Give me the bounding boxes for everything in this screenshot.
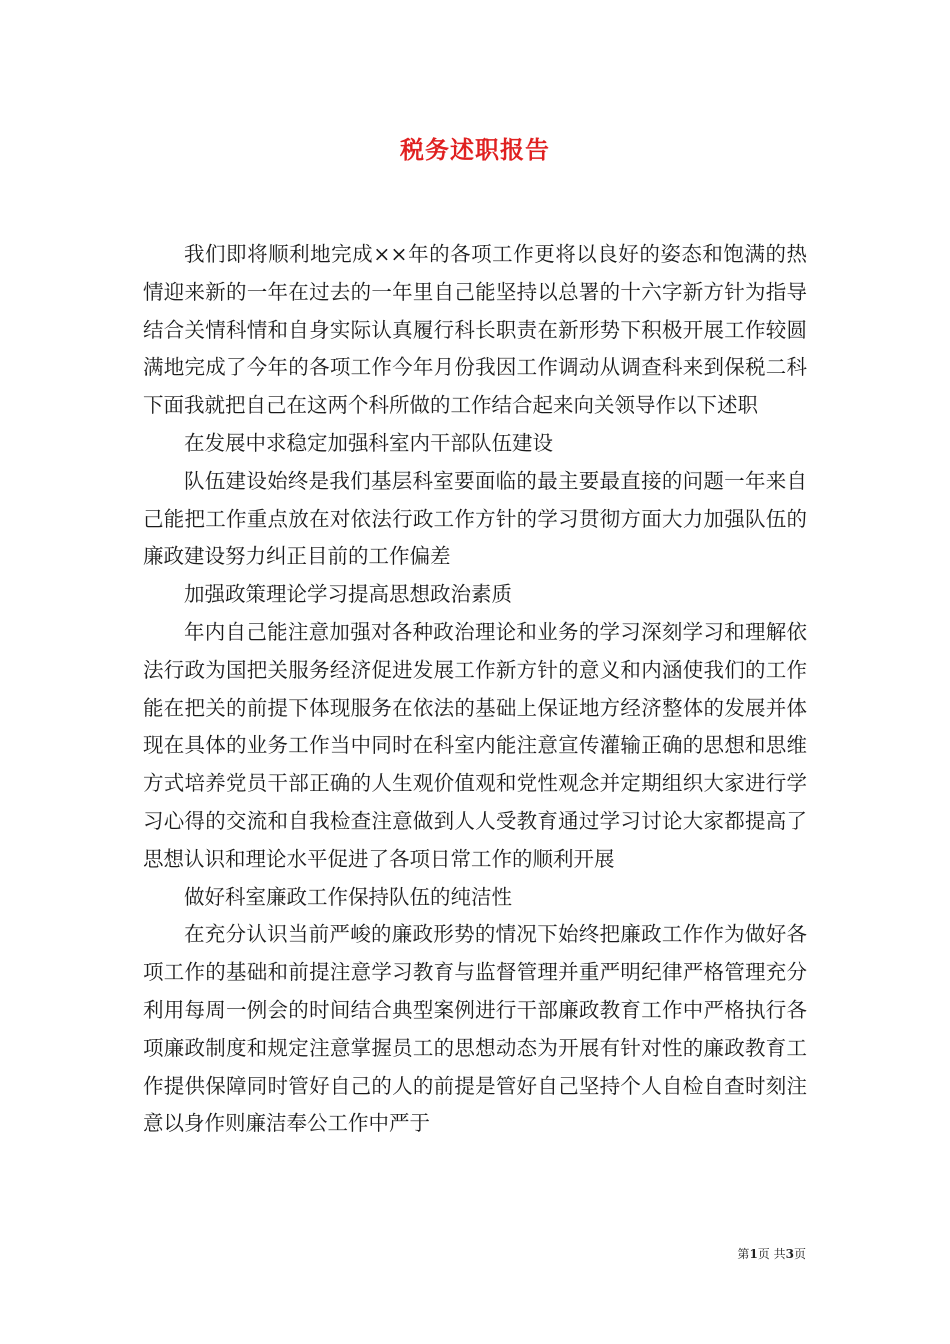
document-body (143, 236, 807, 1143)
page-number-middle: 页 共 (757, 1247, 786, 1261)
paragraph-intro: 我们即将顺利地完成××年的各项工作更将以良好的姿态和饱满的热情迎来新的一年在过去的一年里自己能坚持以总署的十六字新方针为指导结合关情科情和自身实际认真履行科长职责在新形势下积极开展工作较圆满地完成了今年的各项工作今年月份我因工作调动从调查科来到保税二科下面我就把自己在这两个科所做的工作结合起来向关领导作以下述职 (143, 242, 807, 418)
page-number-total: 3 (785, 1247, 794, 1261)
paragraph: 在充分认识当前严峻的廉政形势的情况下始终把廉政工作作为做好各项工作的基础和前提注意学习教育与监督管理并重严明纪律严格管理充分利用每周一例会的时间结合典型案例进行干部廉政教育工作中严格执行各项廉政制度和规定注意掌握员工的思想动态为开展有针对性的廉政教育工作提供保障同时管好自己的人的前提是管好自己坚持个人自检自查时刻注意以身作则廉洁奉公工作中严于 (143, 922, 807, 1136)
page-number-current: 1 (749, 1247, 758, 1261)
section-heading: 做好科室廉政工作保持队伍的纯洁性 (184, 884, 512, 909)
section-heading: 加强政策理论学习提高思想政治素质 (184, 582, 512, 607)
section-heading: 在发展中求稳定加强科室内干部队伍建设 (184, 430, 553, 455)
page-number-prefix: 第 (737, 1247, 750, 1261)
page-number (737, 1246, 806, 1262)
document-title: 税务述职报告 (400, 135, 550, 164)
paragraph: 队伍建设始终是我们基层科室要面临的最主要最直接的问题一年来自己能把工作重点放在对依法行政工作方针的学习贯彻方面大力加强队伍的廉政建设努力纠正目前的工作偏差 (143, 468, 807, 569)
paragraph: 年内自己能注意加强对各种政治理论和业务的学习深刻学习和理解依法行政为国把关服务经济促进发展工作新方针的意义和内涵使我们的工作能在把关的前提下体现服务在依法的基础上保证地方经济整体的发展并体现在具体的业务工作当中同时在科室内能注意宣传灌输正确的思想和思维方式培养党员干部正确的人生观价值观和党性观念并定期组织大家进行学习心得的交流和自我检查注意做到人人受教育通过学习讨论大家都提高了思想认识和理论水平促进了各项日常工作的顺利开展 (143, 619, 807, 871)
page-number-suffix: 页 (793, 1247, 806, 1261)
